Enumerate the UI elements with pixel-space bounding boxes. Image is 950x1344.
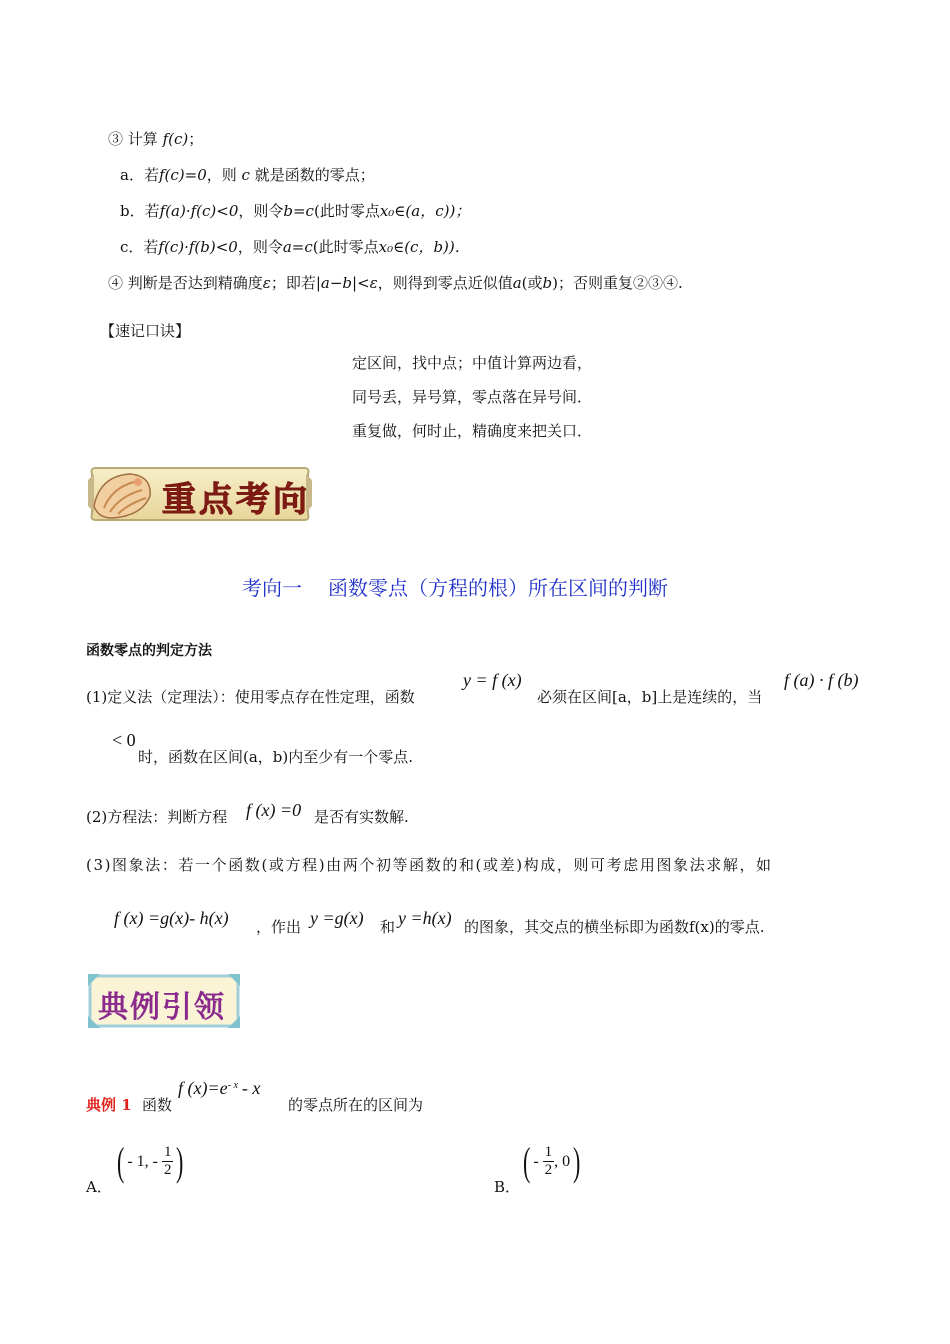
option-a-left: - 1, - (127, 1152, 158, 1170)
mnemonic-heading: 【速记口诀】 (100, 322, 191, 340)
method3-mid1: ，作出 (256, 918, 302, 936)
left-paren: ( (116, 1139, 125, 1184)
example-prefix: 函数 (142, 1096, 173, 1114)
mnemonic-line-2: 同号丢，异号算，零点落在异号间． (352, 388, 593, 406)
example-func-exponent: - x (227, 1080, 238, 1091)
method3-tail: 的图象，其交点的横坐标即为函数f(x)的零点. (464, 918, 765, 936)
left-paren: ( (522, 1139, 531, 1184)
example-func-base: f (x)=e (178, 1078, 228, 1098)
shell-icon (90, 468, 154, 522)
banner2-title: 典例引领 (98, 990, 226, 1025)
option-b-den: 2 (544, 1162, 553, 1178)
option-b-right: , 0 (554, 1152, 571, 1170)
option-b-letter[interactable]: B． (494, 1178, 521, 1196)
mnemonic-line-3: 重复做，何时止，精确度来把关口． (352, 422, 593, 440)
step3-item-c: c．若f(c)·f(b)<0，则令a=c(此时零点x₀∈(c，b))． (120, 238, 470, 256)
step3-item-b: b．若f(a)·f(c)<0，则令b=c(此时零点x₀∈(a，c))； (120, 202, 471, 220)
method1-tail: 时，函数在区间(a，b)内至少有一个零点. (138, 748, 414, 766)
mnemonic-line-1: 定区间，找中点；中值计算两边看， (352, 354, 593, 372)
method1-line1-text: (1)定义法（定理法）：使用零点存在性定理，函数 (86, 688, 415, 706)
method2-text: (2)方程法：判断方程 (86, 808, 228, 826)
method3-eq: f (x) =g(x)- h(x) (114, 908, 229, 928)
method-heading: 函数零点的判定方法 (86, 643, 212, 659)
example-func-minus-x: - x (241, 1078, 261, 1098)
right-paren: ) (573, 1139, 581, 1184)
option-a-interval[interactable] (114, 1138, 187, 1185)
method3-line1: (3)图象法：若一个函数(或方程)由两个初等函数的和(或差)构成，则可考虑用图象法求解，如 (86, 856, 773, 874)
method1-mid: 必须在区间[a，b]上是连续的，当 (537, 688, 763, 706)
section-title (242, 572, 668, 601)
banner1-title: 重点考向 (162, 480, 310, 520)
option-b-fraction (543, 1144, 555, 1179)
option-b-left: - (533, 1152, 539, 1170)
method3-h: y =h(x) (398, 908, 452, 928)
method3-mid2: 和 (380, 918, 396, 936)
option-a-fraction (162, 1144, 174, 1179)
method1-lt-zero: < 0 (112, 730, 136, 750)
option-a-letter[interactable]: A． (86, 1178, 112, 1196)
example-banner (86, 972, 242, 1030)
method2-eq: f (x) =0 (246, 800, 302, 820)
step3-title: ③ 计算 f(c)； (108, 130, 204, 148)
example-tail: 的零点所在的区间为 (288, 1096, 424, 1114)
option-b-num: 1 (544, 1144, 553, 1160)
method3-g: y =g(x) (310, 908, 364, 928)
option-a-num: 1 (163, 1144, 172, 1160)
key-direction-banner (86, 462, 314, 526)
example-func (178, 1078, 260, 1099)
right-paren: ) (176, 1139, 184, 1184)
section-text: 函数零点（方程的根）所在区间的判断 (328, 576, 668, 600)
example-label: 典例 1 (86, 1096, 132, 1114)
method1-func: y = f (x) (463, 670, 522, 690)
option-b-interval[interactable] (520, 1138, 583, 1185)
section-label: 考向一 (242, 576, 302, 600)
method2-tail: 是否有实数解. (314, 808, 409, 826)
method1-product: f (a) · f (b) (784, 670, 859, 690)
step4: ④ 判断是否达到精确度ε；即若|a−b|<ε，则得到零点近似值a(或b)；否则重复②③④. (108, 274, 683, 292)
step3-item-a: a．若f(c)=0，则 c 就是函数的零点； (120, 166, 375, 184)
option-a-den: 2 (163, 1162, 172, 1178)
